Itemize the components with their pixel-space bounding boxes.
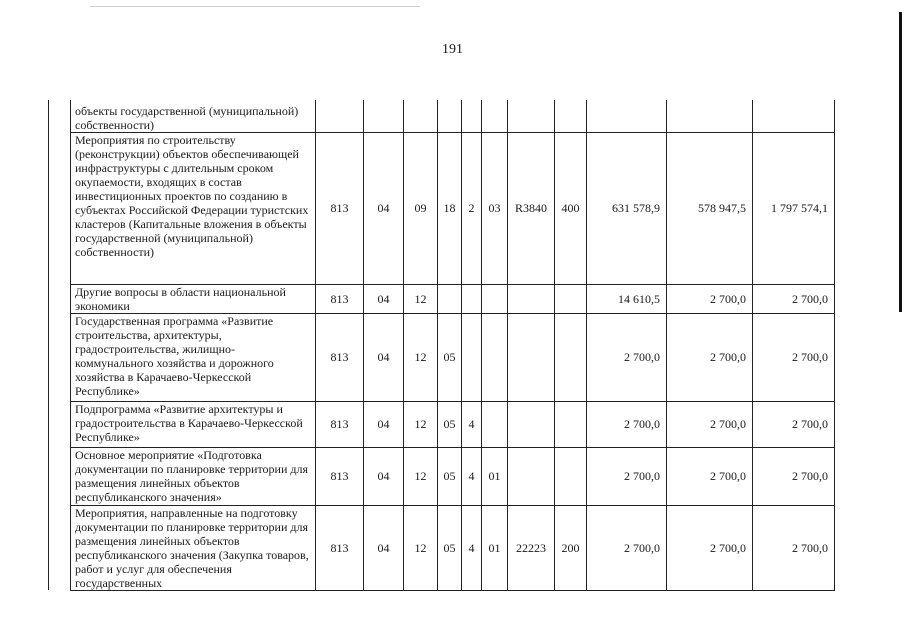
table-row	[49, 132, 835, 284]
code-cell-vr	[555, 313, 587, 401]
code-cell-om: 01	[482, 447, 508, 505]
table-row	[49, 505, 835, 590]
code-cell-pp: 4	[462, 447, 482, 505]
code-cell-rz: 04	[364, 401, 404, 447]
code-cell-gp	[438, 100, 462, 132]
code-cell-gp	[438, 284, 462, 313]
code-cell-om	[482, 100, 508, 132]
table-row	[49, 447, 835, 505]
amount-cell-y1	[587, 100, 667, 132]
code-cell-pp: 2	[462, 132, 482, 284]
amount-cell-y3: 1 797 574,1	[753, 132, 835, 284]
item-name-cell: Мероприятия по строительству (реконструкции) объектов обеспечивающей инфраструктуры с длительным сроком окупаемости, входящих в состав инвестиционных проектов по созданию в субъектах Российской Федерации туристских кластеров (Капитальные вложения в объекты государственной (муниципальной) собственности)	[71, 132, 316, 284]
table-row	[49, 284, 835, 313]
row-margin-cell	[49, 447, 71, 505]
row-margin-cell	[49, 100, 71, 132]
code-cell-nr	[508, 284, 555, 313]
code-cell-pr: 12	[404, 505, 438, 590]
code-cell-pr	[404, 100, 438, 132]
amount-cell-y3: 2 700,0	[753, 284, 835, 313]
item-name-cell: Подпрограмма «Развитие архитектуры и градостроительства в Карачаево-Черкесской Республике»	[71, 401, 316, 447]
code-cell-pp: 4	[462, 401, 482, 447]
code-cell-gp: 05	[438, 447, 462, 505]
amount-cell-y2: 2 700,0	[667, 447, 753, 505]
item-name-cell: Мероприятия, направленные на подготовку документации по планировке территории для размещения линейных объектов республиканского значения (Закупка товаров, работ и услуг для обеспечения государственных	[71, 505, 316, 590]
code-cell-gp: 05	[438, 505, 462, 590]
budget-table	[48, 100, 835, 591]
amount-cell-y1: 631 578,9	[587, 132, 667, 284]
code-cell-grbs: 813	[316, 132, 364, 284]
code-cell-om: 01	[482, 505, 508, 590]
code-cell-rz: 04	[364, 447, 404, 505]
code-cell-rz: 04	[364, 313, 404, 401]
code-cell-pp	[462, 100, 482, 132]
amount-cell-y2: 2 700,0	[667, 401, 753, 447]
code-cell-vr	[555, 100, 587, 132]
amount-cell-y2: 2 700,0	[667, 505, 753, 590]
code-cell-nr: R3840	[508, 132, 555, 284]
item-name-cell: Другие вопросы в области национальной экономики	[71, 284, 316, 313]
table-row	[49, 313, 835, 401]
code-cell-nr	[508, 447, 555, 505]
code-cell-gp: 05	[438, 313, 462, 401]
code-cell-grbs: 813	[316, 284, 364, 313]
code-cell-vr	[555, 447, 587, 505]
amount-cell-y1: 2 700,0	[587, 313, 667, 401]
code-cell-pr: 12	[404, 401, 438, 447]
amount-cell-y3: 2 700,0	[753, 505, 835, 590]
code-cell-grbs: 813	[316, 505, 364, 590]
code-cell-pr: 09	[404, 132, 438, 284]
code-cell-grbs: 813	[316, 401, 364, 447]
amount-cell-y1: 2 700,0	[587, 505, 667, 590]
code-cell-vr	[555, 284, 587, 313]
table-row	[49, 100, 835, 132]
row-margin-cell	[49, 284, 71, 313]
code-cell-om: 03	[482, 132, 508, 284]
amount-cell-y3	[753, 100, 835, 132]
row-margin-cell	[49, 313, 71, 401]
amount-cell-y1: 14 610,5	[587, 284, 667, 313]
code-cell-vr: 200	[555, 505, 587, 590]
code-cell-pr: 12	[404, 447, 438, 505]
code-cell-nr	[508, 313, 555, 401]
code-cell-rz	[364, 100, 404, 132]
code-cell-grbs: 813	[316, 313, 364, 401]
code-cell-pp	[462, 313, 482, 401]
code-cell-om	[482, 401, 508, 447]
code-cell-pp: 4	[462, 505, 482, 590]
amount-cell-y2: 2 700,0	[667, 284, 753, 313]
amount-cell-y2: 2 700,0	[667, 313, 753, 401]
amount-cell-y2: 578 947,5	[667, 132, 753, 284]
item-name-cell: Основное мероприятие «Подготовка документации по планировке территории для размещения линейных объектов республиканского значения»	[71, 447, 316, 505]
code-cell-pr: 12	[404, 313, 438, 401]
row-margin-cell	[49, 505, 71, 590]
code-cell-grbs	[316, 100, 364, 132]
code-cell-vr: 400	[555, 132, 587, 284]
code-cell-pp	[462, 284, 482, 313]
code-cell-nr	[508, 401, 555, 447]
amount-cell-y2	[667, 100, 753, 132]
code-cell-pr: 12	[404, 284, 438, 313]
table-body	[49, 100, 835, 590]
item-name-cell: объекты государственной (муниципальной) собственности)	[71, 100, 316, 132]
item-name-cell: Государственная программа «Развитие строительства, архитектуры, градостроительства, жилищно-коммунального хозяйства и дорожного хозяйства в Карачаево-Черкесской Республике»	[71, 313, 316, 401]
amount-cell-y1: 2 700,0	[587, 447, 667, 505]
row-margin-cell	[49, 401, 71, 447]
code-cell-grbs: 813	[316, 447, 364, 505]
code-cell-gp: 05	[438, 401, 462, 447]
amount-cell-y3: 2 700,0	[753, 447, 835, 505]
code-cell-rz: 04	[364, 132, 404, 284]
code-cell-vr	[555, 401, 587, 447]
table-row	[49, 401, 835, 447]
amount-cell-y3: 2 700,0	[753, 313, 835, 401]
row-margin-cell	[49, 132, 71, 284]
amount-cell-y1: 2 700,0	[587, 401, 667, 447]
scan-artifact	[90, 6, 420, 7]
code-cell-nr: 22223	[508, 505, 555, 590]
code-cell-gp: 18	[438, 132, 462, 284]
code-cell-rz: 04	[364, 505, 404, 590]
page-number: 191	[442, 42, 463, 57]
code-cell-rz: 04	[364, 284, 404, 313]
code-cell-om	[482, 313, 508, 401]
code-cell-nr	[508, 100, 555, 132]
amount-cell-y3: 2 700,0	[753, 401, 835, 447]
code-cell-om	[482, 284, 508, 313]
